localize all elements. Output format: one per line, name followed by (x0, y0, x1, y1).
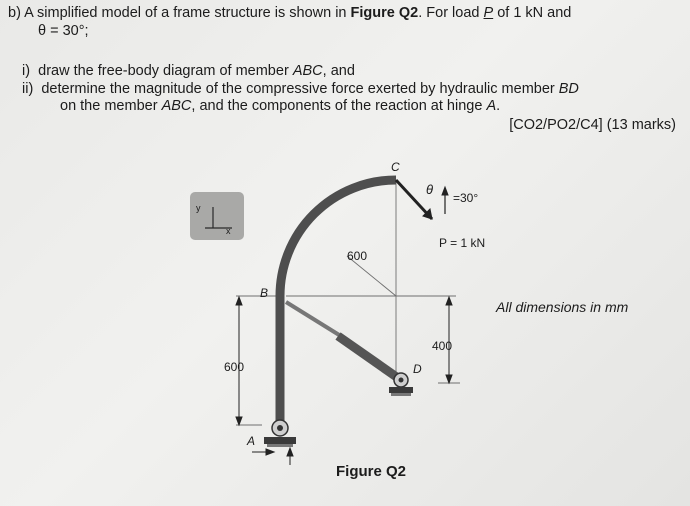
member-abc (280, 180, 396, 430)
load-tail: of 1 kN and (497, 5, 572, 21)
dimension-600-vertical-label: 600 (224, 360, 245, 374)
hydraulic-member-bd (286, 302, 398, 378)
axis-x-label: x (226, 226, 231, 236)
label-b: B (260, 286, 269, 300)
part-ii-text: determine the magnitude of the compressive force exerted by hydraulic member (41, 81, 555, 97)
dimensions-note: All dimensions in mm (496, 299, 629, 315)
part-i-tail: , and (322, 63, 355, 79)
theta-symbol: θ (426, 182, 434, 197)
label-c: C (391, 160, 400, 174)
load-symbol: P (483, 5, 494, 21)
part-i-label: i) (22, 63, 31, 79)
dimension-600-radius-label: 600 (347, 249, 368, 263)
part-ii-member: BD (558, 81, 579, 97)
part-ii2-end: . (496, 98, 501, 114)
figure-caption: Figure Q2 (336, 463, 407, 480)
pin-support-a (264, 420, 296, 447)
dimension-400-label: 400 (432, 339, 453, 353)
load-label: P = 1 kN (439, 236, 486, 250)
question-intro-tail: . For load (418, 5, 480, 21)
theta-reference (442, 187, 448, 214)
label-d: D (413, 362, 422, 376)
part-ii-label: ii) (22, 81, 34, 97)
part-i-member: ABC (292, 63, 323, 79)
axis-y-label: y (196, 203, 201, 213)
part-ii2-member: ABC (161, 98, 192, 114)
axis-icon (205, 207, 232, 228)
part-ii2-hinge: A (486, 98, 497, 114)
part-ii2-text: on the member (60, 98, 158, 114)
marks: [CO2/PO2/C4] (13 marks) (509, 117, 676, 133)
theta-line: θ = 30°; (38, 23, 89, 39)
figure-reference: Figure Q2 (350, 5, 419, 21)
label-a: A (247, 434, 256, 448)
theta-value: =30° (453, 191, 479, 205)
part-i-text: draw the free-body diagram of member (38, 63, 289, 79)
question-label: b) (8, 5, 21, 21)
reaction-arrows-a (252, 448, 293, 465)
part-ii2-tail: , and the components of the reaction at hinge (191, 98, 483, 114)
question-intro: A simplified model of a frame structure is shown in (24, 5, 347, 21)
